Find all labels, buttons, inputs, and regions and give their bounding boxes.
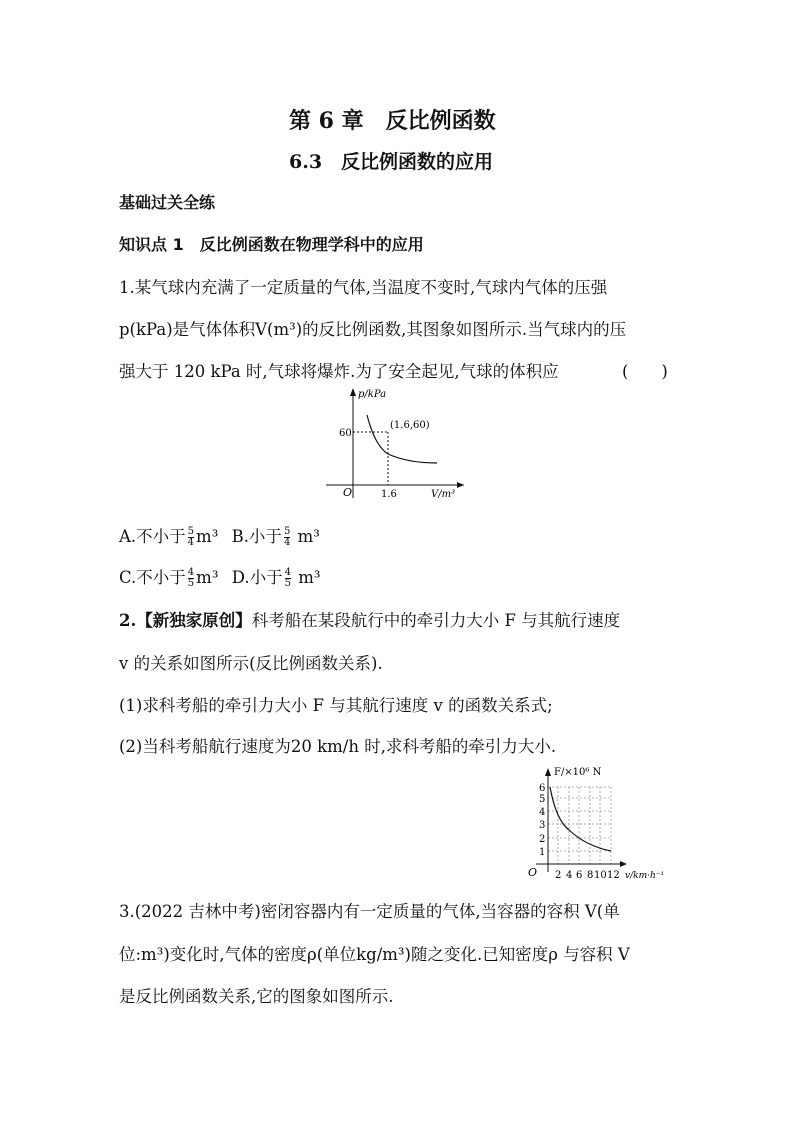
q2-x-arrow [620, 861, 627, 867]
q1-x-arrow [457, 482, 464, 488]
q2-graph [514, 760, 679, 882]
section-title: 6.3 反比例函数的应用 [289, 151, 494, 173]
option-c-label: C.不小于 [119, 568, 186, 587]
q1-option-b[interactable] [232, 527, 320, 546]
q1-options-row1 [119, 523, 320, 548]
q2-x-tick-8: 8 [587, 870, 594, 881]
q2-y-tick-6: 6 [539, 783, 546, 794]
option-b-label: B.小于 [231, 527, 282, 546]
q1-answer-paren: ( ) [622, 362, 668, 381]
q2-x-tick-6: 6 [576, 870, 583, 881]
q1-x-tick: 1.6 [381, 489, 397, 500]
q1-line3: 强大于 120 kPa 时,气球将爆炸.为了安全起见,气球的体积应 [119, 362, 559, 381]
q1-origin: O [343, 486, 353, 499]
q2-line1 [119, 607, 620, 631]
option-d-unit: m³ [298, 568, 321, 587]
q1-option-d[interactable] [232, 568, 321, 587]
q1-options-row2 [119, 564, 320, 589]
q1-y-arrow [350, 388, 356, 396]
q3-line1: 3.(2022 吉林中考)密闭容器内有一定质量的气体,当容器的容积 V(单 [119, 902, 620, 921]
q2-line2: v 的关系如图所示(反比例函数关系). [119, 654, 383, 673]
q2-y-tick-1: 1 [539, 847, 546, 858]
q1-option-c[interactable] [119, 568, 224, 587]
q2-curve [550, 787, 611, 851]
q1-y-label: p/kPa [358, 389, 387, 400]
option-a-fraction: $\frac{5}{4}$ [187, 526, 195, 548]
q1-line1: 1.某气球内充满了一定质量的气体,当温度不变时,气球内气体的压强 [119, 278, 608, 297]
q2-x-tick-10: 10 [594, 870, 607, 881]
q2-tag: 2.【新独家原创】 [119, 611, 252, 630]
q2-origin: O [528, 866, 538, 879]
q2-part2: (2)当科考船航行速度为20 km/h 时,求科考船的牵引力大小. [119, 737, 557, 756]
q2-y-arrow [545, 768, 551, 776]
q1-option-a[interactable] [119, 527, 224, 546]
option-c-fraction: $\frac{4}{5}$ [187, 567, 195, 589]
q1-graph [318, 384, 468, 502]
option-a-label: A.不小于 [119, 527, 186, 546]
q2-x-tick-4: 4 [566, 870, 573, 881]
q1-line2: p(kPa)是气体体积V(m³)的反比例函数,其图象如图所示.当气球内的压 [119, 320, 627, 339]
q2-y-tick-4: 4 [539, 807, 546, 818]
q2-part1: (1)求科考船的牵引力大小 F 与其航行速度 v 的函数关系式; [119, 696, 553, 715]
q2-x-label: v/km·h⁻¹ [625, 871, 665, 881]
q2-y-tick-3: 3 [539, 820, 546, 831]
q1-y-tick: 60 [339, 428, 352, 439]
q2-grid [548, 787, 611, 864]
q2-line1-text: 科考船在某段航行中的牵引力大小 F 与其航行速度 [251, 611, 621, 630]
option-b-unit: m³ [297, 527, 320, 546]
practice-heading: 基础过关全练 [119, 193, 216, 212]
option-b-fraction: $\frac{5}{4}$ [283, 526, 291, 548]
q3-line2: 位:m³)变化时,气体的密度ρ(单位kg/m³)随之变化.已知密度ρ 与容积 V [119, 945, 630, 964]
q2-y-label: F/×10⁶ N [554, 767, 602, 778]
option-a-unit: m³ [196, 527, 219, 546]
option-c-unit: m³ [196, 568, 219, 587]
q1-x-label: V/m³ [431, 489, 456, 500]
q2-x-tick-12: 12 [607, 870, 620, 881]
q3-line3: 是反比例函数关系,它的图象如图所示. [119, 987, 394, 1006]
option-d-label: D.小于 [231, 568, 283, 587]
option-d-fraction: $\frac{4}{5}$ [284, 567, 291, 589]
q2-x-tick-2: 2 [555, 870, 562, 881]
q2-y-tick-5: 5 [539, 794, 546, 805]
chapter-title: 第 6 章 反比例函数 [289, 108, 496, 134]
knowledge-point-heading: 知识点 1 反比例函数在物理学科中的应用 [119, 235, 424, 254]
q2-y-tick-2: 2 [539, 834, 546, 845]
q1-point-label: (1.6,60) [390, 420, 430, 431]
